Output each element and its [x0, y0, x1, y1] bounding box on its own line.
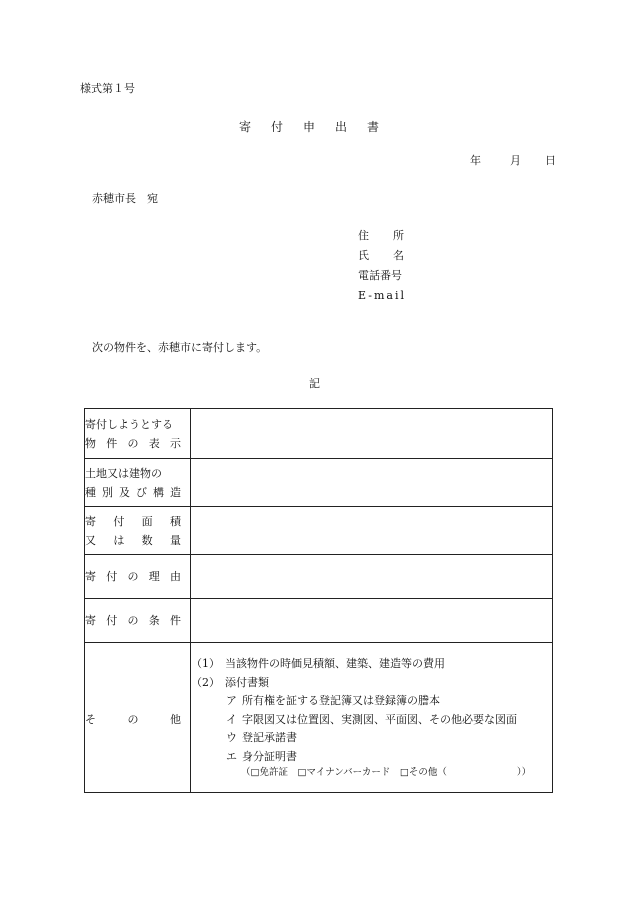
document-title: 寄 付 申 出 書 — [239, 120, 380, 134]
form-number: 様式第１号 — [80, 82, 135, 95]
table-row — [85, 409, 553, 459]
name-label: 氏名 — [358, 249, 428, 262]
table-row — [85, 507, 553, 555]
intro-text: 次の物件を、赤穂市に寄付します。 — [92, 341, 268, 354]
table-row — [85, 643, 553, 793]
type-structure-field[interactable] — [191, 459, 553, 507]
row-label: 土地又は建物の 種 別 及 び 構 造 — [85, 459, 191, 507]
attachment-item: ア 所有権を証する登記簿又は登録簿の謄本 — [226, 694, 440, 707]
property-display-field[interactable] — [191, 409, 553, 459]
date-line — [470, 152, 556, 168]
row-label: 寄 付 の 理 由 — [85, 555, 191, 599]
other-item-1: （1） 当該物件の時価見積額、建築、建造等の費用 — [191, 657, 445, 670]
ki-heading: 記 — [309, 377, 320, 390]
row-label: 寄 付 の 条 件 — [85, 599, 191, 643]
reason-field[interactable] — [191, 555, 553, 599]
attachment-item: イ 字限図又は位置図、実測図、平面図、その他必要な図面 — [226, 712, 517, 726]
year-label: 年 — [470, 154, 481, 167]
table-row — [85, 599, 553, 643]
table-row — [85, 459, 553, 507]
addressee: 赤穂市長 宛 — [92, 192, 158, 205]
address-label: 住所 — [358, 229, 428, 242]
attachment-item: エ 身分証明書 — [226, 749, 297, 763]
row-label-line2: 物 件 の 表 示 — [85, 436, 181, 450]
row-label: 寄 付 面 積 又 は 数 量 — [85, 507, 191, 555]
area-quantity-field[interactable] — [191, 507, 553, 555]
table-row — [85, 555, 553, 599]
conditions-field[interactable] — [191, 599, 553, 643]
email-label: E-mail — [358, 289, 406, 302]
id-options: （□免許証 □マイナンバーカード □その他（ ）） — [241, 767, 532, 778]
day-label: 日 — [545, 154, 556, 167]
phone-label: 電話番号 — [358, 269, 402, 282]
row-label: そ の 他 — [85, 643, 191, 793]
month-label: 月 — [510, 154, 521, 167]
donation-table — [84, 408, 553, 793]
other-item-2: （2） 添付書類 — [191, 675, 269, 689]
attachment-item: ウ 登記承諾書 — [226, 731, 297, 744]
other-content — [191, 643, 553, 793]
applicant-block — [358, 226, 428, 306]
row-label: 寄付しようとする 物 件 の 表 示 — [85, 409, 191, 459]
